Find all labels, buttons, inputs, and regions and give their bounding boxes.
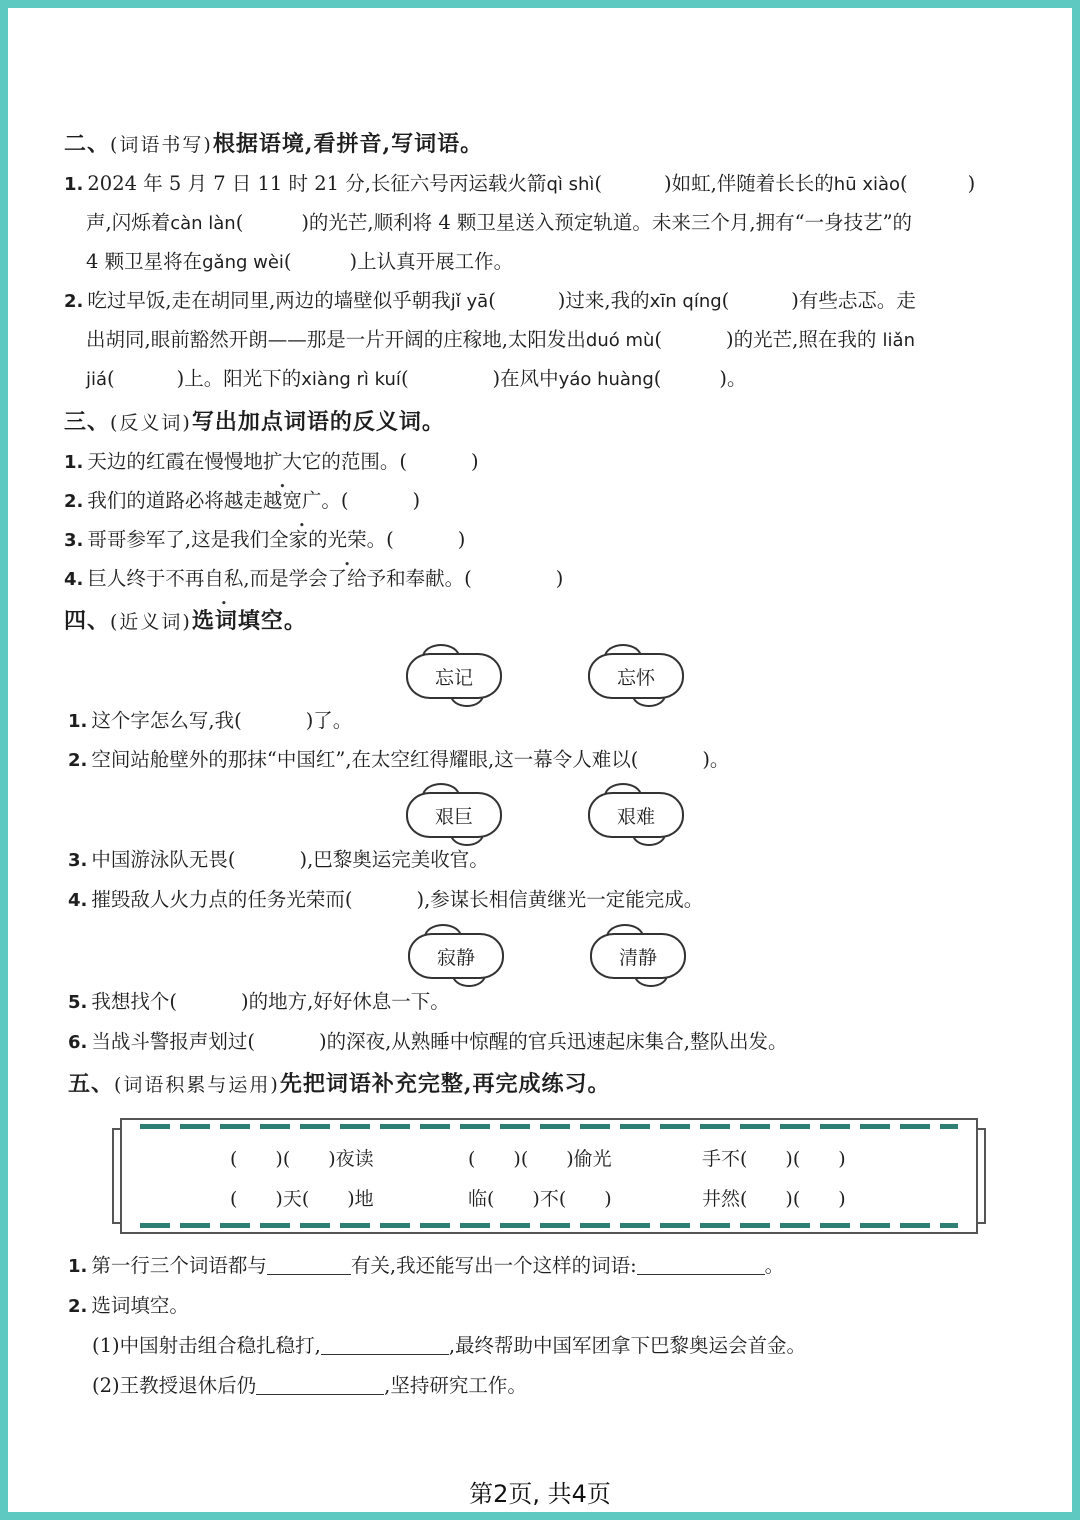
section-tag: (近义词) <box>110 611 192 633</box>
question-text: 中国游泳队无畏( <box>91 848 236 871</box>
word-cloud-option: 寂静 <box>408 933 504 979</box>
board-dash-bottom <box>140 1223 958 1228</box>
idiom-blank[interactable]: 井然( )( ) <box>702 1188 846 1210</box>
question-text: 。 <box>764 1254 785 1277</box>
board-dash-top <box>140 1124 958 1129</box>
question-text: 它的范围。( <box>301 450 408 473</box>
question-text: 。 <box>727 367 747 390</box>
idiom-blank[interactable]: 临( )不( ) <box>468 1188 612 1210</box>
question-text: 4 颗卫星将在 <box>86 250 203 273</box>
question-text: 当战斗警报声划过( <box>91 1030 255 1053</box>
pinyin: càn làn <box>170 213 236 234</box>
question-number: 1. <box>64 174 84 195</box>
question-number: 2. <box>68 1296 88 1317</box>
idiom-blank[interactable]: ( )天( )地 <box>230 1188 374 1210</box>
question-2-1-line1: 1. 2024 年 5 月 7 日 11 时 21 分,长征六号丙运载火箭qì shì( )如虹,伴随着长长的hū xiào( ) <box>64 172 976 195</box>
question-text: (1)中国射击组合稳扎稳打, <box>92 1334 321 1357</box>
question-text: 。( <box>366 528 394 551</box>
question-text: ),巴黎奥运完美收官。 <box>299 848 489 871</box>
question-number: 5. <box>68 992 88 1013</box>
question-text: 过来,我的 <box>565 289 650 312</box>
section-3-heading <box>64 408 445 437</box>
question-text: ),参谋长相信黄继光一定能完成。 <box>416 888 704 911</box>
pinyin: xīn qíng <box>649 291 722 312</box>
question-4-1 <box>68 707 352 736</box>
word-cloud-option: 忘记 <box>406 653 502 699</box>
question-text: 我们的道路必将越走越 <box>87 489 283 512</box>
question-4-4 <box>68 886 703 915</box>
pinyin: jǐ yā <box>450 291 489 312</box>
answer-underline[interactable] <box>321 1334 449 1355</box>
section-number: 三、 <box>64 409 111 435</box>
section-title: 写出加点词语的反义词。 <box>191 409 445 435</box>
section-5-heading <box>68 1070 611 1099</box>
question-4-6 <box>68 1028 788 1057</box>
question-text: 出胡同,眼前豁然开朗——那是一片开阔的庄稼地,太阳发出 <box>86 328 586 351</box>
section-number: 二、 <box>64 131 111 157</box>
question-text: )的深夜,从熟睡中惊醒的官兵迅速起床集合,整队出发。 <box>318 1030 788 1053</box>
question-text: 上认真开展工作。 <box>357 250 514 273</box>
question-number: 6. <box>68 1032 88 1053</box>
question-5-2 <box>68 1292 189 1321</box>
question-number: 3. <box>68 850 88 871</box>
pinyin: xiàng rì kuí <box>301 369 401 390</box>
question-5-2-1 <box>92 1332 806 1360</box>
question-text: 在风中 <box>500 367 559 390</box>
question-text: 的光芒,顺利将 4 颗卫星送入预定轨道。未来三个月,拥有“一身技艺”的 <box>308 211 913 234</box>
question-3-3: 3. 哥哥参军了,这是我们全家的光荣。( ) <box>64 526 465 555</box>
question-3-2: 2. 我们的道路必将越走越宽广。( ) <box>64 487 420 516</box>
question-number: 2. <box>64 491 84 512</box>
question-text: 如虹,伴随着长长的 <box>671 172 834 195</box>
section-number: 五、 <box>68 1071 115 1097</box>
question-text: 选词填空。 <box>91 1294 189 1317</box>
pinyin: duó mù <box>585 330 655 351</box>
question-2-2-line2: 出胡同,眼前豁然开朗——那是一片开阔的庄稼地,太阳发出duó mù( )的光芒,照在我的 liǎn <box>86 328 915 351</box>
page-number: 第2页, 共4页 <box>469 1480 611 1508</box>
question-text: 上。阳光下的 <box>184 367 302 390</box>
question-text: 这个字怎么写,我( <box>91 709 242 732</box>
question-text: 巨人终于不再 <box>87 567 205 590</box>
question-text: 有关,我还能写出一个这样的词语: <box>350 1254 637 1277</box>
word-cloud-option: 清静 <box>590 933 686 979</box>
question-number: 1. <box>68 1256 88 1277</box>
pinyin: jiá <box>86 369 108 390</box>
question-text: 我想找个( <box>91 990 177 1013</box>
answer-underline[interactable] <box>637 1254 765 1275</box>
question-text: ,而是学会了给予和奉献。( <box>243 567 472 590</box>
question-2-1-line3: 4 颗卫星将在gǎng wèi( )上认真开展工作。 <box>86 250 514 273</box>
word-board <box>120 1118 978 1234</box>
question-number: 4. <box>64 569 84 590</box>
question-3-4: 4. 巨人终于不再自私,而是学会了给予和奉献。( ) <box>64 565 563 594</box>
idiom-blank[interactable]: 手不( )( ) <box>702 1148 846 1170</box>
pinyin: hū xiào <box>833 174 901 195</box>
question-number: 1. <box>64 452 84 473</box>
question-text: 2024 年 5 月 7 日 11 时 21 分,长征六号丙运载火箭 <box>87 172 547 195</box>
question-text: )了。 <box>305 709 353 732</box>
question-text: ,最终帮助中国军团拿下巴黎奥运会首金。 <box>448 1334 807 1357</box>
pinyin: yáo huàng <box>558 369 654 390</box>
dotted-word: 光荣 <box>327 528 367 551</box>
question-number: 1. <box>68 711 88 732</box>
section-tag: (词语书写) <box>110 134 213 156</box>
idiom-blank[interactable]: ( )( )夜读 <box>230 1148 374 1170</box>
word-cloud-option: 艰巨 <box>406 792 502 838</box>
question-text: 有些忐忑。走 <box>798 289 916 312</box>
question-text: )。 <box>702 748 730 771</box>
section-title: 根据语境,看拼音,写词语。 <box>212 131 484 157</box>
question-text: 空间站舱壁外的那抹“中国红”,在太空红得耀眼,这一幕令人难以( <box>91 748 639 771</box>
question-text: 的光芒,照在我的 <box>733 328 877 351</box>
question-2-2-line1: 2. 吃过早饭,走在胡同里,两边的墙壁似乎朝我jǐ yā( )过来,我的xīn qíng( )有些忐忑。走 <box>64 289 916 312</box>
pinyin: liǎn <box>882 330 915 351</box>
question-2-2-line3: jiá( )上。阳光下的xiàng rì kuí( )在风中yáo huàng( )。 <box>86 367 747 390</box>
dotted-word: 扩大 <box>262 450 302 473</box>
word-cloud-option: 忘怀 <box>588 653 684 699</box>
dotted-word: 宽广 <box>282 489 322 512</box>
question-2-1-line2: 声,闪烁着càn làn( )的光芒,顺利将 4 颗卫星送入预定轨道。未来三个月,拥有“一身技艺”的 <box>86 211 913 234</box>
question-3-1: 1. 天边的红霞在慢慢地扩大它的范围。( ) <box>64 448 479 477</box>
section-tag: (词语积累与运用) <box>114 1074 280 1096</box>
question-5-1 <box>68 1252 784 1281</box>
question-text: 摧毁敌人火力点的任务光荣而( <box>91 888 353 911</box>
question-number: 2. <box>68 750 88 771</box>
question-number: 4. <box>68 890 88 911</box>
pinyin: qì shì <box>546 174 595 195</box>
section-4-heading <box>64 607 307 636</box>
idiom-blank[interactable]: ( )( )偷光 <box>468 1148 612 1170</box>
question-text: 吃过早饭,走在胡同里,两边的墙壁似乎朝我 <box>87 289 451 312</box>
question-number: 3. <box>64 530 84 551</box>
question-text: )的地方,好好休息一下。 <box>240 990 450 1013</box>
question-text: 天边的红霞在慢慢地 <box>87 450 263 473</box>
section-tag: (反义词) <box>110 412 192 434</box>
answer-underline[interactable] <box>256 1374 384 1395</box>
question-text: 哥哥参军了,这是我们全家的 <box>87 528 328 551</box>
question-4-3 <box>68 846 489 875</box>
question-4-2 <box>68 746 729 775</box>
word-cloud-option: 艰难 <box>588 792 684 838</box>
dotted-word: 自私 <box>204 567 244 590</box>
question-text: ,坚持研究工作。 <box>384 1374 527 1397</box>
section-title: 选词填空。 <box>191 608 307 634</box>
section-number: 四、 <box>64 608 111 634</box>
pinyin: gǎng wèi <box>202 252 284 273</box>
question-text: 第一行三个词语都与 <box>91 1254 267 1277</box>
question-number: 2. <box>64 291 84 312</box>
answer-underline[interactable] <box>267 1254 351 1275</box>
question-text: 。( <box>321 489 349 512</box>
question-4-5 <box>68 988 450 1017</box>
section-title: 先把词语补充完整,再完成练习。 <box>279 1071 611 1097</box>
section-2-heading <box>64 130 483 159</box>
question-text: (2)王教授退休后仍 <box>92 1374 257 1397</box>
question-5-2-2 <box>92 1372 527 1400</box>
question-text: 声,闪烁着 <box>86 211 171 234</box>
